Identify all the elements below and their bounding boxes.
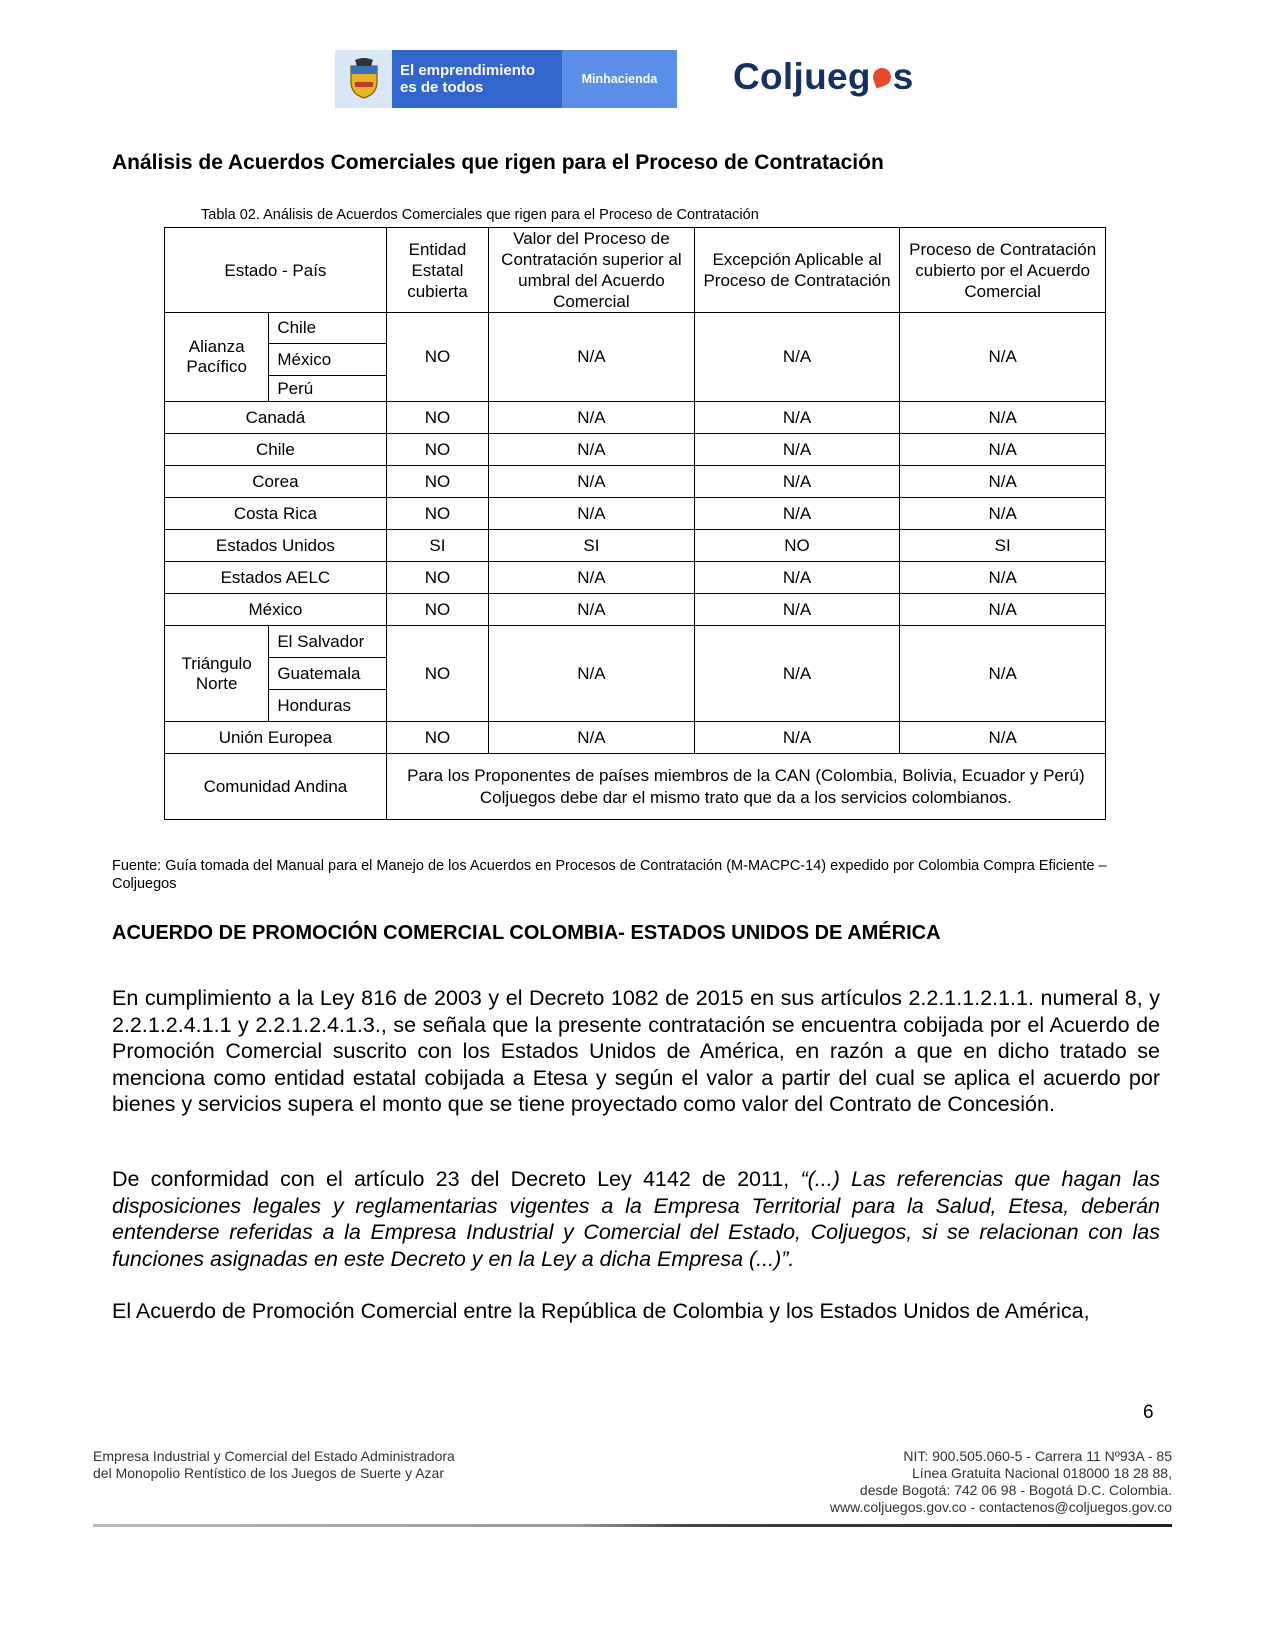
value-cell: NO	[386, 562, 488, 594]
value-cell: N/A	[900, 626, 1106, 722]
section-title: Análisis de Acuerdos Comerciales que rigen para el Proceso de Contratación	[112, 151, 884, 174]
value-cell: N/A	[900, 466, 1106, 498]
table-row	[165, 594, 1106, 626]
value-cell: NO	[386, 466, 488, 498]
table-row	[165, 562, 1106, 594]
coljuegos-logo	[733, 56, 914, 98]
source-note: Fuente: Guía tomada del Manual para el Manejo de los Acuerdos en Procesos de Contratación (M-MACPC-14) expedido por Colombia Compra Eficiente – Coljuegos	[112, 858, 1107, 892]
value-cell: SI	[489, 530, 695, 562]
value-cell: NO	[386, 434, 488, 466]
paragraph-2-quote: “(...) Las referencias que hagan las disposiciones legales y reglamentarias vigentes a la Empresa Territorial para la Salud, Etesa, deberán entenderse referidas a la Empresa Industrial y Comercial del Estado, Coljuegos, si se relacionan con las funciones asignadas en este Decreto y en la Ley a dicha Empresa (...)”.	[112, 1167, 1160, 1271]
value-cell: N/A	[489, 722, 695, 754]
country-cell: Estados AELC	[165, 562, 387, 594]
value-cell: NO	[694, 530, 900, 562]
country-cell: Costa Rica	[165, 498, 387, 530]
value-cell: SI	[900, 530, 1106, 562]
table-row	[165, 754, 1106, 820]
country-cell: El Salvador	[269, 626, 386, 658]
table-row	[165, 530, 1106, 562]
value-cell: N/A	[900, 594, 1106, 626]
ministry-label: Minhacienda	[562, 50, 677, 108]
table-header-row	[165, 228, 1106, 313]
value-cell: N/A	[489, 626, 695, 722]
value-cell: N/A	[489, 402, 695, 434]
country-cell: Chile	[165, 434, 387, 466]
value-cell: NO	[386, 626, 488, 722]
value-cell: N/A	[900, 562, 1106, 594]
header-estado-pais: Estado - País	[165, 228, 387, 313]
value-cell: N/A	[694, 466, 900, 498]
coat-of-arms-icon	[335, 50, 392, 108]
government-banner-logo	[335, 50, 677, 108]
value-cell: N/A	[489, 562, 695, 594]
value-cell: N/A	[900, 434, 1106, 466]
header-proceso: Proceso de Contratación cubierto por el Acuerdo Comercial	[900, 228, 1106, 313]
footer-left-line2: del Monopolio Rentístico de los Juegos de Suerte y Azar	[93, 1465, 444, 1481]
value-cell: N/A	[489, 594, 695, 626]
can-note-cell: Para los Proponentes de países miembros de la CAN (Colombia, Bolivia, Ecuador y Perú) Coljuegos debe dar el mismo trato que da a los servicios colombianos.	[386, 754, 1105, 820]
brand-text-end: s	[892, 56, 914, 97]
header-valor: Valor del Proceso de Contratación superior al umbral del Acuerdo Comercial	[489, 228, 695, 313]
value-cell: N/A	[694, 402, 900, 434]
table-caption: Tabla 02. Análisis de Acuerdos Comerciales que rigen para el Proceso de Contratación	[201, 207, 759, 223]
paragraph-1: En cumplimiento a la Ley 816 de 2003 y el Decreto 1082 de 2015 en sus artículos 2.2.1.1.2.1.1. numeral 8, y 2.2.1.2.4.1.1 y 2.2.1.2.4.1.3., se señala que la presente contratación se encuentra cobijada por el Acuerdo de Promoción Comercial suscrito con los Estados Unidos de América, en razón a que en dicho tratado se menciona como entidad estatal cobijada a Etesa y según el valor a partir del cual se aplica el acuerdo por bienes y servicios supera el monto que se tiene proyectado como valor del Contrato de Concesión.	[112, 986, 1160, 1116]
country-cell: Corea	[165, 466, 387, 498]
value-cell: NO	[386, 498, 488, 530]
value-cell: N/A	[694, 562, 900, 594]
country-cell: Unión Europea	[165, 722, 387, 754]
group-triangulo-norte: Triángulo Norte	[165, 626, 269, 722]
paragraph-2	[112, 1166, 1160, 1272]
table-row	[165, 498, 1106, 530]
value-cell: N/A	[694, 498, 900, 530]
country-cell: Honduras	[269, 690, 386, 722]
brand-text: Coljueg	[733, 56, 871, 97]
country-cell: Canadá	[165, 402, 387, 434]
group-alianza-pacifico: Alianza Pacífico	[165, 313, 269, 402]
gov-slogan-line1: El emprendimiento	[400, 62, 536, 79]
footer-right-line2: Línea Gratuita Nacional 018000 18 28 88,	[912, 1465, 1172, 1481]
paragraph-2-lead: De conformidad con el artículo 23 del Decreto Ley 4142 de 2011,	[112, 1167, 801, 1191]
footer-right-line1: NIT: 900.505.060-5 - Carrera 11 Nº93A - 85	[903, 1448, 1172, 1464]
paragraph-3: El Acuerdo de Promoción Comercial entre la República de Colombia y los Estados Unidos de América,	[112, 1299, 1090, 1323]
footer-website-link[interactable]: www.coljuegos.gov.co - contactenos@coljuegos.gov.co	[829, 1499, 1172, 1515]
gov-slogan-line2: es de todos	[400, 79, 484, 96]
country-cell: México	[165, 594, 387, 626]
value-cell: N/A	[694, 594, 900, 626]
table-row	[165, 402, 1106, 434]
header-excepcion: Excepción Aplicable al Proceso de Contratación	[694, 228, 900, 313]
value-cell: N/A	[694, 626, 900, 722]
value-cell: N/A	[900, 498, 1106, 530]
value-cell: N/A	[900, 313, 1106, 402]
value-cell: N/A	[489, 434, 695, 466]
table-row	[165, 722, 1106, 754]
footer-left-line1: Empresa Industrial y Comercial del Estado Administradora	[93, 1448, 455, 1464]
footer-company-info	[93, 1448, 455, 1482]
value-cell: N/A	[489, 498, 695, 530]
value-cell: NO	[386, 313, 488, 402]
value-cell: N/A	[694, 722, 900, 754]
value-cell: N/A	[900, 722, 1106, 754]
agreement-heading: ACUERDO DE PROMOCIÓN COMERCIAL COLOMBIA- ESTADOS UNIDOS DE AMÉRICA	[112, 922, 941, 944]
footer-right-line3: desde Bogotá: 742 06 98 - Bogotá D.C. Colombia.	[859, 1482, 1172, 1498]
gov-slogan	[392, 50, 562, 108]
country-cell: Perú	[269, 376, 386, 402]
header-entidad: Entidad Estatal cubierta	[386, 228, 488, 313]
value-cell: N/A	[489, 466, 695, 498]
table-row	[165, 434, 1106, 466]
dice-icon	[870, 65, 893, 88]
value-cell: N/A	[900, 402, 1106, 434]
country-cell: Estados Unidos	[165, 530, 387, 562]
value-cell: N/A	[489, 313, 695, 402]
country-cell: Chile	[269, 313, 386, 344]
value-cell: NO	[386, 402, 488, 434]
table-row	[165, 313, 1106, 344]
value-cell: N/A	[694, 313, 900, 402]
footer-contact-info	[720, 1448, 1172, 1516]
country-cell: México	[269, 344, 386, 376]
page-number: 6	[1143, 1402, 1154, 1423]
table-row	[165, 626, 1106, 658]
table-row	[165, 466, 1106, 498]
footer-divider	[93, 1524, 1172, 1527]
value-cell: NO	[386, 594, 488, 626]
value-cell: N/A	[694, 434, 900, 466]
value-cell: NO	[386, 722, 488, 754]
country-cell: Comunidad Andina	[165, 754, 387, 820]
value-cell: SI	[386, 530, 488, 562]
trade-agreements-table	[164, 227, 1106, 820]
country-cell: Guatemala	[269, 658, 386, 690]
